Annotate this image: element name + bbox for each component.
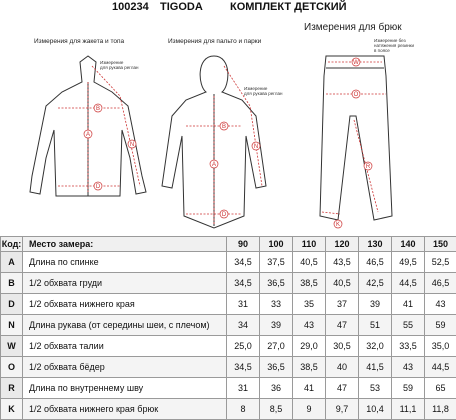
measure-code: W — [1, 336, 23, 357]
marker-b-coat: B — [221, 124, 227, 130]
measure-name: Длина по спинке — [23, 252, 227, 273]
measure-value: 34,5 — [227, 357, 260, 378]
measure-name: 1/2 обхвата бёдер — [23, 357, 227, 378]
diagram-markers — [84, 58, 372, 228]
measure-value: 10,4 — [359, 399, 392, 420]
measure-value: 9 — [293, 399, 326, 420]
marker-k-pants: K — [335, 222, 341, 228]
size-header: 140 — [392, 237, 425, 252]
marker-n-jacket: N — [129, 142, 135, 148]
marker-a-coat: A — [211, 162, 217, 168]
table-row — [1, 399, 456, 420]
table-row — [1, 273, 456, 294]
measure-code: N — [1, 315, 23, 336]
measure-value: 34,5 — [227, 273, 260, 294]
measure-value: 36,5 — [260, 357, 293, 378]
measure-value: 8,5 — [260, 399, 293, 420]
measure-value: 11,1 — [392, 399, 425, 420]
measure-value: 43 — [392, 357, 425, 378]
jacket-raglan-note: Измерение для рукава реглан — [100, 60, 139, 70]
measure-value: 36,5 — [260, 273, 293, 294]
table-body — [1, 252, 456, 420]
measure-value: 25,0 — [227, 336, 260, 357]
size-header: 100 — [260, 237, 293, 252]
measure-value: 55 — [392, 315, 425, 336]
table-row — [1, 378, 456, 399]
table-header-row — [1, 237, 456, 252]
measure-value: 36 — [260, 378, 293, 399]
jacket-diagram-title: Измерения для жакета и топа — [34, 38, 125, 45]
measure-value: 41 — [392, 294, 425, 315]
measure-value: 32,0 — [359, 336, 392, 357]
measure-value: 43,5 — [326, 252, 359, 273]
measure-value: 33 — [260, 294, 293, 315]
marker-n-coat: N — [253, 144, 259, 150]
measure-value: 8 — [227, 399, 260, 420]
measure-value: 40,5 — [293, 252, 326, 273]
measure-value: 59 — [392, 378, 425, 399]
pants-measure-lines — [322, 62, 386, 214]
measure-name: 1/2 обхвата груди — [23, 273, 227, 294]
measure-code: D — [1, 294, 23, 315]
measure-value: 40,5 — [326, 273, 359, 294]
measure-value: 37,5 — [260, 252, 293, 273]
measure-value: 42,5 — [359, 273, 392, 294]
measure-value: 9,7 — [326, 399, 359, 420]
table-row — [1, 252, 456, 273]
table-row — [1, 294, 456, 315]
measure-value: 49,5 — [392, 252, 425, 273]
measure-value: 43 — [425, 294, 456, 315]
measure-name: 1/2 обхвата талии — [23, 336, 227, 357]
measure-value: 30,5 — [326, 336, 359, 357]
measure-value: 35,0 — [425, 336, 456, 357]
pants-elastic-note: Измерение без натяжения резинки в поясе — [374, 38, 415, 53]
size-table — [0, 236, 456, 420]
code-column-header: Код: — [1, 237, 23, 252]
marker-d-coat: D — [221, 212, 227, 218]
measure-code: K — [1, 399, 23, 420]
coat-diagram-title: Измерения для пальто и парки — [168, 38, 262, 45]
measure-value: 33,5 — [392, 336, 425, 357]
measure-value: 38,5 — [293, 357, 326, 378]
measure-value: 43 — [293, 315, 326, 336]
table-row — [1, 357, 456, 378]
product-title: КОМПЛЕКТ ДЕТСКИЙ — [230, 1, 347, 13]
measure-value: 38,5 — [293, 273, 326, 294]
measure-value: 47 — [326, 315, 359, 336]
measure-value: 31 — [227, 294, 260, 315]
measure-code: B — [1, 273, 23, 294]
measure-value: 51 — [359, 315, 392, 336]
measure-code: A — [1, 252, 23, 273]
size-header: 90 — [227, 237, 260, 252]
measure-value: 65 — [425, 378, 456, 399]
measure-value: 52,5 — [425, 252, 456, 273]
measure-name: 1/2 обхвата нижнего края — [23, 294, 227, 315]
marker-w-pants: W — [353, 60, 359, 66]
measure-value: 35 — [293, 294, 326, 315]
measure-value: 27,0 — [260, 336, 293, 357]
marker-d-jacket: D — [95, 184, 101, 190]
measure-value: 46,5 — [425, 273, 456, 294]
marker-o-pants: O — [353, 92, 359, 98]
measure-name: 1/2 обхвата нижнего края брюк — [23, 399, 227, 420]
measure-value: 59 — [425, 315, 456, 336]
pants-sketch — [320, 56, 392, 220]
measurement-diagrams — [0, 16, 456, 234]
measure-value: 34 — [227, 315, 260, 336]
measure-value: 39 — [359, 294, 392, 315]
measure-value: 53 — [359, 378, 392, 399]
measure-name: Длина по внутреннему шву — [23, 378, 227, 399]
measure-value: 11,8 — [425, 399, 456, 420]
brand-name: TIGODA — [160, 1, 203, 13]
measure-value: 41,5 — [359, 357, 392, 378]
size-header: 150 — [425, 237, 456, 252]
measure-value: 44,5 — [425, 357, 456, 378]
measure-value: 29,0 — [293, 336, 326, 357]
measure-code: R — [1, 378, 23, 399]
measure-value: 31 — [227, 378, 260, 399]
document-header — [0, 0, 456, 14]
size-header: 130 — [359, 237, 392, 252]
coat-raglan-note: Измерение для рукава реглан — [244, 86, 283, 96]
article-code: 100234 — [112, 1, 149, 13]
measure-value: 39 — [260, 315, 293, 336]
marker-a-jacket: A — [85, 132, 91, 138]
pants-diagram-title: Измерения для брюк — [304, 22, 402, 33]
garment-sketches — [0, 16, 456, 234]
table-row — [1, 336, 456, 357]
measure-value: 47 — [326, 378, 359, 399]
table-row — [1, 315, 456, 336]
measure-value: 44,5 — [392, 273, 425, 294]
measure-code: O — [1, 357, 23, 378]
size-header: 110 — [293, 237, 326, 252]
name-column-header: Место замера: — [23, 237, 227, 252]
marker-b-jacket: B — [95, 106, 101, 112]
size-header: 120 — [326, 237, 359, 252]
measure-value: 37 — [326, 294, 359, 315]
measure-value: 40 — [326, 357, 359, 378]
measure-value: 34,5 — [227, 252, 260, 273]
marker-r-pants: R — [365, 164, 371, 170]
measure-value: 41 — [293, 378, 326, 399]
measure-value: 46,5 — [359, 252, 392, 273]
measure-name: Длина рукава (от середины шеи, с плечом) — [23, 315, 227, 336]
